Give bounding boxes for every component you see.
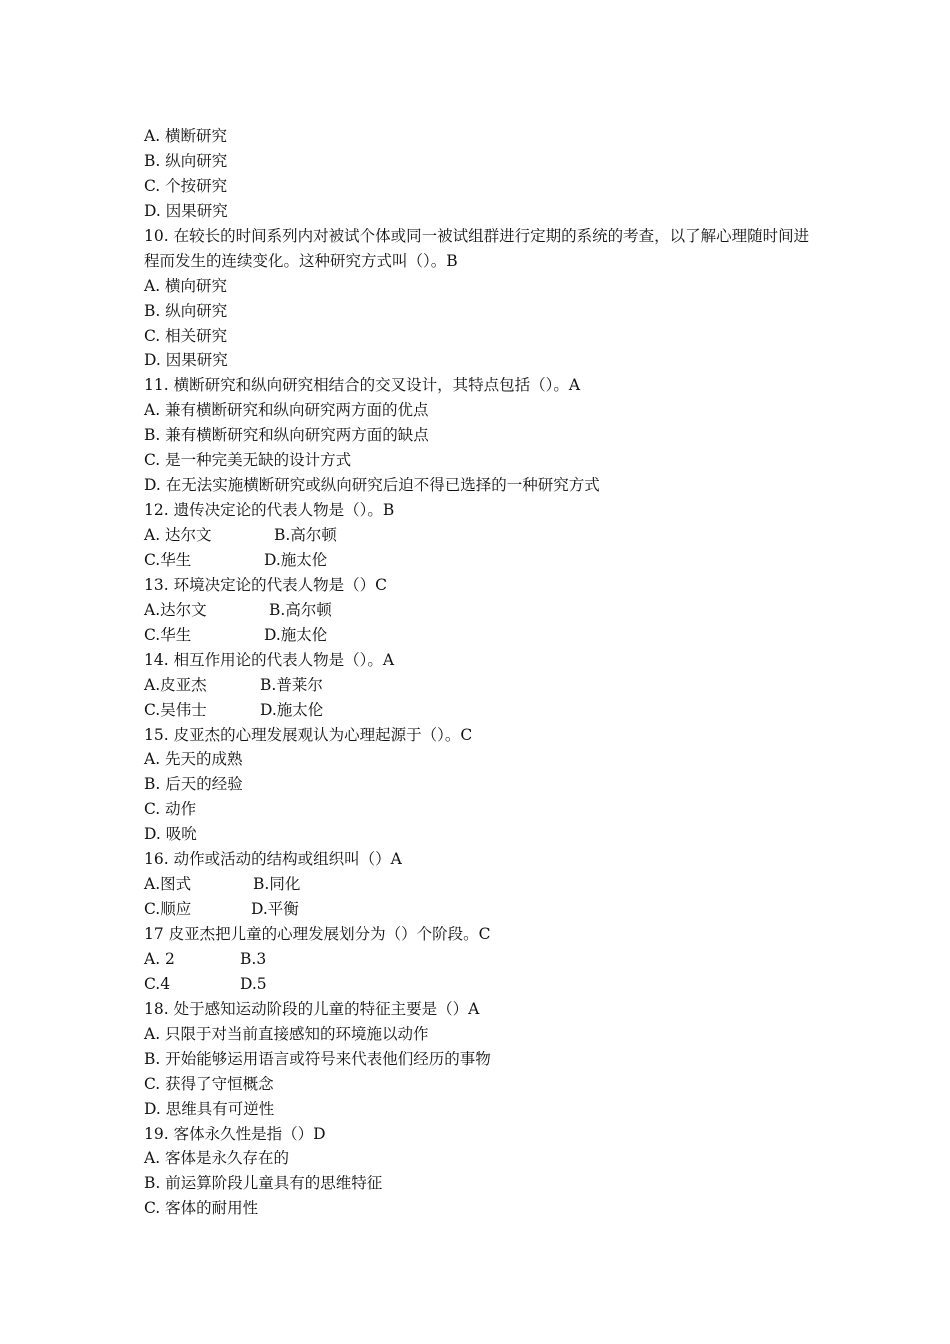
question-10: 10. 在较长的时间系列内对被试个体或同一被试组群进行定期的系统的考查，以了解心理随时间进程而发生的连续变化。这种研究方式叫（）。B (144, 226, 810, 270)
option-line: D. 思维具有可逆性 (144, 1099, 275, 1118)
question-13: 13. 环境决定论的代表人物是（）C (144, 575, 387, 594)
question-12: 12. 遗传决定论的代表人物是（）。B (144, 501, 395, 520)
option-line: A. 只限于对当前直接感知的环境施以动作 (144, 1024, 429, 1043)
option-b: B.高尔顿 (269, 600, 332, 619)
option-c: C.华生 (144, 550, 192, 569)
option-line: D. 因果研究 (144, 351, 228, 370)
option-b: B.普莱尔 (260, 675, 323, 694)
question-11: 11. 横断研究和纵向研究相结合的交叉设计，其特点包括（）。A (144, 376, 581, 395)
option-line: B. 后天的经验 (144, 775, 243, 794)
option-line: A. 客体是永久存在的 (144, 1149, 290, 1168)
option-line: A. 横断研究 (144, 127, 228, 145)
question-18: 18. 处于感知运动阶段的儿童的特征主要是（）A (144, 999, 480, 1018)
option-line: C. 客体的耐用性 (144, 1199, 259, 1218)
document-page (144, 124, 824, 1221)
option-line: A. 兼有横断研究和纵向研究两方面的优点 (144, 401, 429, 420)
question-19: 19. 客体永久性是指（）D (144, 1124, 326, 1143)
option-row (144, 548, 824, 573)
option-a: A.皮亚杰 (144, 675, 207, 694)
option-line: A. 先天的成熟 (144, 750, 243, 769)
question-16: 16. 动作或活动的结构或组织叫（）A (144, 850, 402, 869)
option-a: A. 2 (144, 949, 175, 968)
option-line: D. 因果研究 (144, 201, 228, 220)
option-d: D.5 (240, 974, 267, 993)
option-a: A. 达尔文 (144, 526, 212, 545)
option-line: D. 吸吮 (144, 825, 197, 844)
option-b: B.同化 (253, 875, 301, 894)
option-line: C. 动作 (144, 800, 197, 819)
option-row (144, 698, 824, 723)
option-line: A. 横向研究 (144, 276, 228, 295)
option-c: C.4 (144, 974, 171, 993)
option-c: C.华生 (144, 625, 192, 644)
option-line: C. 相关研究 (144, 326, 228, 345)
option-line: D. 在无法实施横断研究或纵向研究后迫不得已选择的一种研究方式 (144, 476, 600, 495)
question-14: 14. 相互作用论的代表人物是（）。A (144, 650, 395, 669)
option-row (144, 972, 824, 997)
option-line: B. 纵向研究 (144, 151, 228, 170)
option-d: D.施太伦 (260, 700, 324, 719)
question-17: 17 皮亚杰把儿童的心理发展划分为（）个阶段。C (144, 925, 491, 944)
option-d: D.施太伦 (264, 550, 328, 569)
option-row (144, 947, 824, 972)
option-line: C. 获得了守恒概念 (144, 1074, 274, 1093)
option-row (144, 673, 824, 698)
option-a: A.图式 (144, 875, 192, 894)
question-15: 15. 皮亚杰的心理发展观认为心理起源于（）。C (144, 725, 473, 744)
option-row (144, 872, 824, 897)
option-row (144, 523, 824, 548)
option-line: B. 开始能够运用语言或符号来代表他们经历的事物 (144, 1049, 491, 1068)
option-c: C.顺应 (144, 900, 192, 919)
option-line: B. 兼有横断研究和纵向研究两方面的缺点 (144, 426, 429, 445)
option-line: B. 纵向研究 (144, 301, 228, 320)
option-b: B.高尔顿 (274, 526, 337, 545)
option-line: B. 前运算阶段儿童具有的思维特征 (144, 1174, 383, 1193)
option-line: C. 个按研究 (144, 176, 228, 195)
option-line: C. 是一种完美无缺的设计方式 (144, 451, 352, 470)
option-row (144, 598, 824, 623)
option-d: D.平衡 (251, 900, 299, 919)
option-a: A.达尔文 (144, 600, 207, 619)
option-c: C.吴伟士 (144, 700, 207, 719)
option-row (144, 623, 824, 648)
option-d: D.施太伦 (264, 625, 328, 644)
option-b: B.3 (240, 949, 267, 968)
option-row (144, 897, 824, 922)
